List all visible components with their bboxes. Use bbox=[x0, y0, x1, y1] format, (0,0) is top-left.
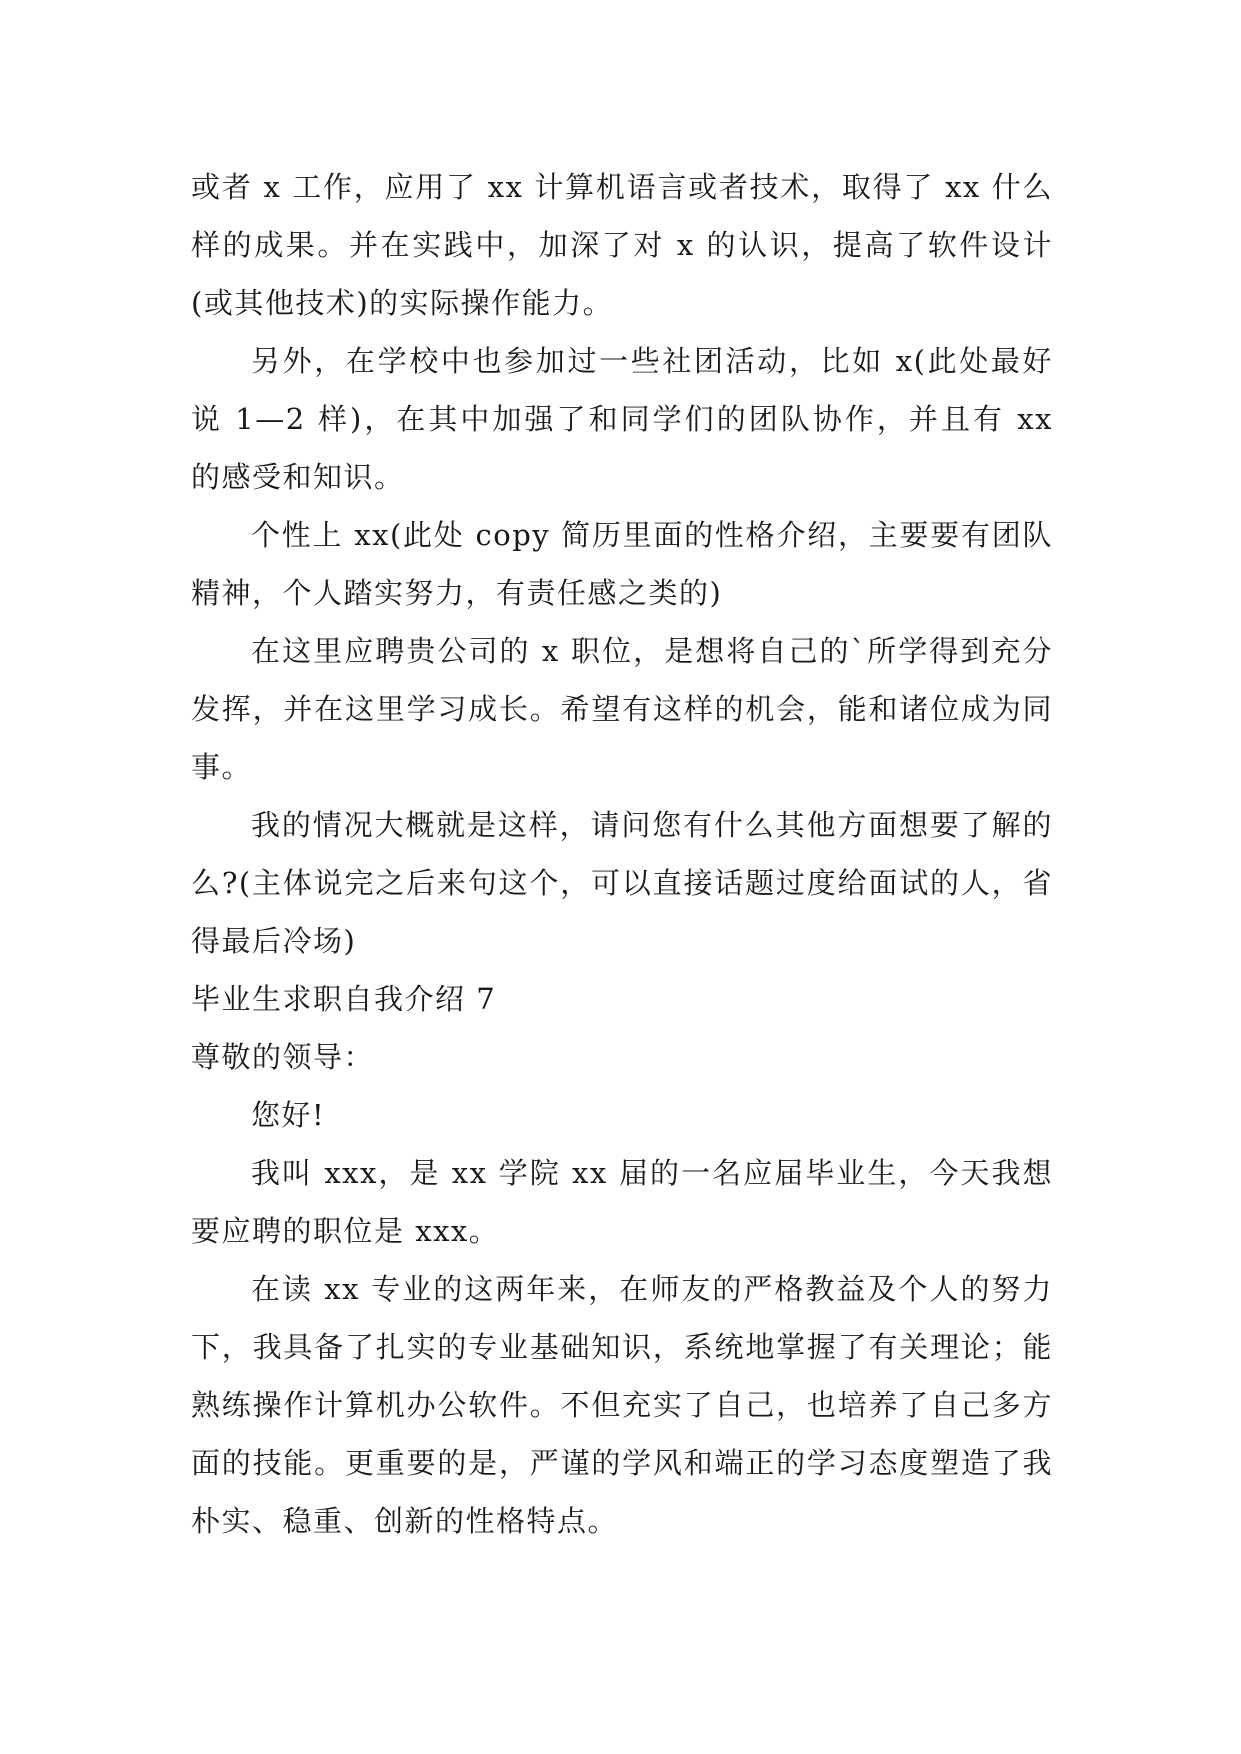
paragraph-club-activities: 另外，在学校中也参加过一些社团活动，比如 x(此处最好说 1—2 样)，在其中加强了和同学们的团队协作，并且有 xx 的感受和知识。 bbox=[191, 344, 1053, 494]
section-heading: 毕业生求职自我介绍 7 bbox=[191, 982, 497, 1016]
paragraph-project-experience: 或者 x 工作，应用了 xx 计算机语言或者技术，取得了 xx 什么样的成果。并在实践中，加深了对 x 的认识，提高了软件设计(或其他技术)的实际操作能力。 bbox=[191, 170, 1053, 320]
paragraph-position-goal: 在这里应聘贵公司的 x 职位，是想将自己的`所学得到充分发挥，并在这里学习成长。希望有这样的机会，能和诸位成为同事。 bbox=[191, 634, 1053, 784]
greeting: 您好! bbox=[251, 1098, 326, 1132]
paragraph-closing-question: 我的情况大概就是这样，请问您有什么其他方面想要了解的么?(主体说完之后来句这个，可以直接话题过度给面试的人，省得最后冷场) bbox=[191, 808, 1053, 958]
paragraph-personality: 个性上 xx(此处 copy 简历里面的性格介绍，主要要有团队精神，个人踏实努力，有责任感之类的) bbox=[191, 518, 1053, 610]
paragraph-study-experience: 在读 xx 专业的这两年来，在师友的严格教益及个人的努力下，我具备了扎实的专业基础知识，系统地掌握了有关理论；能熟练操作计算机办公软件。不但充实了自己，也培养了自己多方面的技能。更重要的是，严谨的学风和端正的学习态度塑造了我朴实、稳重、创新的性格特点。 bbox=[191, 1272, 1053, 1538]
document-body bbox=[191, 158, 1053, 1550]
salutation: 尊敬的领导： bbox=[191, 1040, 375, 1074]
paragraph-self-introduction: 我叫 xxx，是 xx 学院 xx 届的一名应届毕业生，今天我想要应聘的职位是 xxx。 bbox=[191, 1156, 1053, 1248]
